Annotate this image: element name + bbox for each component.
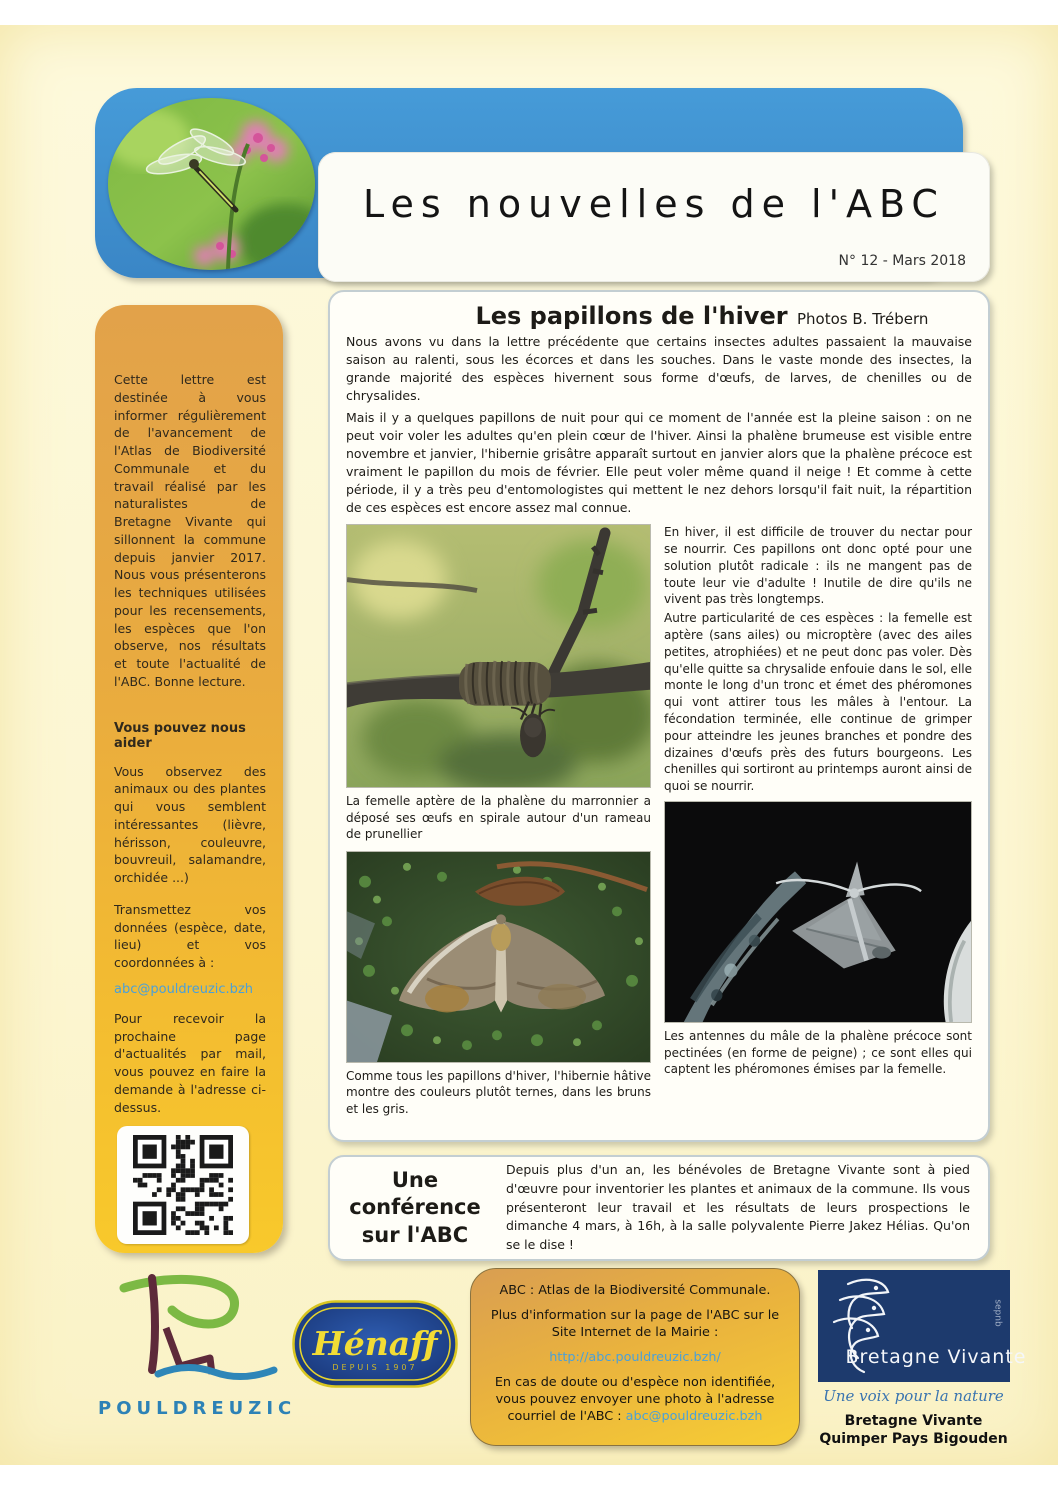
- article-right-column: [664, 524, 972, 1125]
- qr-code-svg: [133, 1135, 233, 1235]
- bv-tagline: Une voix pour la nature: [823, 1387, 1004, 1405]
- caption-male-moth: Les antennes du mâle de la phalène précoce sont pectinées (en forme de peigne) ; ce sont elles qui captent les phéromones émises par la femelle.: [664, 1029, 972, 1077]
- abc-url-link[interactable]: http://abc.pouldreuzic.bzh/: [549, 1350, 721, 1366]
- photo-female-moth-eggs: [346, 524, 651, 788]
- photo-credit: Photos B. Trébern: [797, 310, 929, 328]
- henaff-logo: [292, 1300, 458, 1388]
- bretagne-vivante-logo-box: [818, 1270, 1027, 1382]
- abc-contact-text: [483, 1374, 787, 1425]
- bv-org: [806, 1413, 1021, 1448]
- pouldreuzic-mark-icon: [106, 1270, 286, 1392]
- bv-logo-text: Bretagne Vivante: [845, 1346, 1027, 1368]
- article-title: Les papillons de l'hiver: [475, 302, 788, 330]
- bv-side-text: sepnb: [992, 1299, 1003, 1327]
- sidebar-intro-text: Cette lettre est destinée à vous informer régulièrement de l'avancement de l'Atlas de Biodiversité Communale et du travail réalisé par les naturalistes de Bretagne Vivante qui sillonnent la commune depuis janvier 2017. Nous vous présenterons les techniques utilisées pour les recensements, les espèces que l'on observe, nos résultats et toute l'actualité de l'ABC. Bonne lecture.: [114, 372, 266, 689]
- sidebar-email-link[interactable]: abc@pouldreuzic.bzh: [114, 981, 254, 997]
- help-heading: Vous pouvez nous aider: [114, 720, 246, 751]
- article-paragraph-2: Mais il y a quelques papillons de nuit pour qui ce moment de l'année est la pleine saison : on ne peut voir voler les adultes qu'en plein cœur de l'hiver. Ainsi la phalène brumeuse est visible entre novembre et janvier, l'hibernie grisâtre apparaît surtout en janvier alors que la phalène précoce est vraiment le papillon du mois de février. Elle peut voler même quand il neige ! Et comme à cette période, il y a très peu d'entomologistes qui mettent le nez dehors lorsqu'il fait nuit, la répartition de ces espèces est encore assez mal connue.: [346, 409, 972, 516]
- henaff-logo-image: [292, 1300, 458, 1388]
- abc-more-info: Plus d'information sur la page de l'ABC sur le Site Internet de la Mairie :: [490, 1308, 780, 1341]
- pouldreuzic-logo: [98, 1270, 297, 1419]
- abc-info-box: [470, 1268, 800, 1446]
- dragonfly-image: [108, 98, 315, 270]
- bv-org-name: Bretagne Vivante: [844, 1413, 983, 1429]
- conference-title: Une conférence sur l'ABC: [349, 1168, 481, 1247]
- qr-code: [117, 1126, 249, 1244]
- abc-email-link[interactable]: abc@pouldreuzic.bzh: [625, 1409, 763, 1425]
- help-text: Vous observez des animaux ou des plantes qui vous semblent intéressantes (lièvre, hérisson, couleuvre, bouvreuil, salamandre, orchidée ...): [114, 763, 266, 885]
- header-title-box: [318, 152, 990, 282]
- article-box: [328, 290, 990, 1142]
- bretagne-vivante-logo: [806, 1270, 1027, 1448]
- conference-box: [328, 1155, 990, 1261]
- caption-female-moth: La femelle aptère de la phalène du marronnier a déposé ses œufs en spirale autour d'un rameau de prunellier: [346, 794, 651, 842]
- article-paragraph-1: Nous avons vu dans la lettre précédente que certains insectes adultes passaient la mauvaise saison au ralenti, sous les écorces et dans les souches. Dans le vaste monde des insectes, la grande majorité des espèces hivernent sous forme d'œufs, de larves, de chenilles ou de chrysalides.: [346, 334, 972, 404]
- abc-definition: ABC : Atlas de la Biodiversité Communale.: [499, 1283, 771, 1298]
- conference-text: Depuis plus d'un an, les bénévoles de Bretagne Vivante sont à pied d'œuvre pour inventorier les plantes et animaux de la commune. Ils vous présenteront leur travail et les résultats de leurs prospections le dimanche 4 mars, à 16h, à la salle polyvalente Pierre Jakez Hélias. Qu'on se le dise !: [506, 1162, 970, 1253]
- article-header: [346, 302, 972, 330]
- transmit-text: Transmettez vos données (espèce, date, lieu) et vos coordonnées à :: [114, 901, 266, 970]
- receive-text: Pour recevoir la prochaine page d'actualités par mail, vous pouvez en faire la demande à l'adresse ci-dessus.: [114, 1010, 266, 1115]
- newsletter-title: Les nouvelles de l'ABC: [363, 182, 945, 226]
- article-columns: [346, 524, 972, 1125]
- column-paragraph-2: Autre particularité de ces espèces : la femelle est aptère (sans ailes) ou microptère (avec des ailes petites, atrophiées) et ne peut donc pas voler. Dès qu'elle quitte sa chrysalide enfouie dans le sol, elle monte le long d'un tronc et émet des phéromones qui vont attirer tous les mâles à l'entour. La fécondation terminée, elle continue de grimper pour atteindre les jeunes branches et pondre des dizaines d'œufs près des futurs bourgeons. Les chenilles qui sortiront au printemps auront ainsi de quoi se nourrir.: [664, 611, 972, 794]
- intro-sidebar: [95, 305, 283, 1253]
- article-left-column: [346, 524, 651, 1125]
- dragonfly-photo: [108, 98, 315, 270]
- henaff-name: Hénaff: [312, 1324, 438, 1363]
- photo-male-moth: [664, 801, 972, 1023]
- column-paragraph-1: En hiver, il est difficile de trouver du nectar pour se nourrir. Ces papillons ont donc opté pour une solution plutôt radicale : ils ne mangent pas de toute leur vie d'adulte ! Inutile de dire qu'ils ne vivent pas très longtemps.: [664, 525, 972, 607]
- caption-hibernie: Comme tous les papillons d'hiver, l'hibernie hâtive montre des couleurs plutôt ternes, dans les bruns et les gris.: [346, 1068, 651, 1116]
- abc-contact-line: En cas de doute ou d'espèce non identifiée, vous pouvez envoyer une photo à l'adresse courriel de l'ABC :: [494, 1375, 776, 1425]
- issue-number: N° 12 - Mars 2018: [838, 253, 966, 269]
- pouldreuzic-label: POULDREUZIC: [98, 1398, 297, 1419]
- bv-org-region: Quimper Pays Bigouden: [819, 1430, 1008, 1447]
- henaff-since: DEPUIS 1907: [332, 1363, 418, 1372]
- photo-hibernie: [346, 851, 651, 1063]
